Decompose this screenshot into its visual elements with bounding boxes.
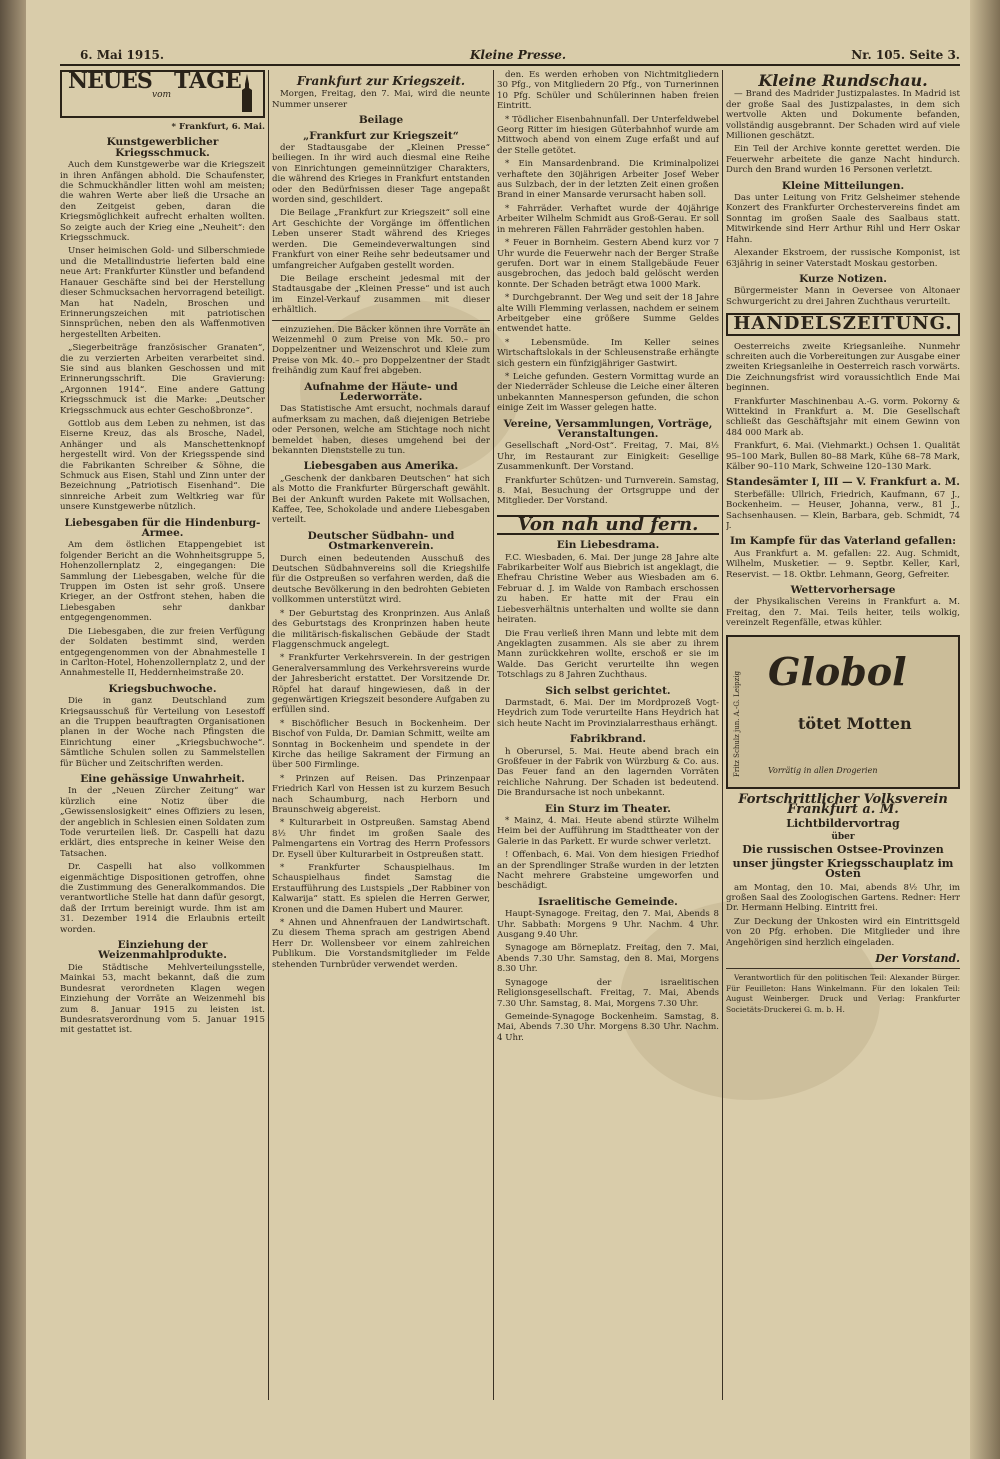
masthead-vom: vom [152,90,172,100]
column-3 [497,70,719,1400]
article-heading: Wettervorhersage [790,584,896,597]
vortrag-subtopic: unser jüngster Kriegsschauplatz im Osten [732,856,954,881]
article-paragraph: am Montag, den 10. Mai, abends 8½ Uhr, im großen Saal des Zoologischen Gartens. Redner: Herr Dr. Hermann Helbing. Eintritt frei. [726,882,960,914]
column-divider [493,70,494,1400]
article-paragraph: * Ein Mansardenbrand. Die Kriminalpolizei verhaftete den 30jährigen Arbeiter Josef Weber aus Sulzbach, der in der letzten Zeit einen großen Brand in einer Mansarde verursacht haben soll. [497,159,719,201]
header-page-number: Nr. 105. Seite 3. [851,48,960,62]
column-2 [272,70,490,1400]
article-paragraph: * Ahnen und Ahnenfrauen der Landwirtschaft. Zu diesem Thema sprach am gestrigen Abend Herr Dr. Wollensbeer vor einem zahlreichen Publikum. Die Vorstandsmitglieder im Felde stehenden Turnbrüder verwendet werden. [272,918,490,970]
article-paragraph: Haupt-Synagoge. Freitag, den 7. Mai, Abends 8 Uhr. Sabbath: Morgens 9 Uhr. Nachm. 4 Uhr. Ausgang 9.40 Uhr. [497,909,719,941]
verein-heading: Fortschrittlicher Volksverein Frankfurt a. M. [738,791,948,818]
article-paragraph: Frankfurter Schützen- und Turnverein. Samstag, 8. Mai, Besuchung der Ortsgruppe und der Mitglieder. Der Vorstand. [497,475,719,507]
page-header [30,48,960,64]
vortrag-ueber: über [831,831,855,842]
masthead-neues: NEUES [68,70,152,94]
kleine-rundschau-heading: Kleine Rundschau. [758,71,928,90]
header-date: 6. Mai 1915. [80,48,165,62]
article-paragraph: * Durchgebrannt. Der Weg und seit der 18 Jahre alte Willi Flemming verlassen, nachdem er seinem Arbeitgeber eine größere Summe Geldes entwendet hatte. [497,293,719,335]
article-heading: Israelitische Gemeinde. [538,895,678,908]
article-paragraph: * Tödlicher Eisenbahnunfall. Der Unterfeldwebel Georg Ritter im hiesigen Güterbahnhof wurde am Mittwoch abend von einem Zuge erfaßt und auf der Stelle getötet. [497,114,719,156]
imprint: Verantwortlich für den politischen Teil: Alexander Bürger. Für Feuilleton: Hans Winkelmann. Für den lokalen Teil: August Weinberger. Druck und Verlag: Frankfurter Societäts-Druckerei G. m. b. H. [726,973,960,1014]
article-paragraph: Ein Teil der Archive konnte gerettet werden. Die Feuerwehr arbeitete die ganze Nacht hindurch. Durch den Brand wurden 16 Personen verletzt. [726,144,960,176]
article-paragraph: h Oberursel, 5. Mai. Heute abend brach ein Großfeuer in der Fabrik von Würzburg & Co. aus. Das Feuer fand an den lagernden Vorräten reichliche Nahrung. Der Schaden ist bedeutend. Die Brandursache ist noch unbekannt. [497,746,719,799]
article-paragraph: * Lebensmüde. Im Keller seines Wirtschaftslokals in der Schleusenstraße erhängte sich gestern ein fünfzigjähriger Gastwirt. [497,337,719,369]
column-divider [722,70,723,1400]
article-paragraph: Auch dem Kunstgewerbe war die Kriegszeit in ihren Anfängen abhold. Die Schaufenster, die Schmuckhändler litten wohl am meisten; die wahren Werte aber ließ die Ursache an den Zeitgeist geben, daran die Kriegsmöglichkeit aufrecht erhalten wollten. So zeigte auch der Krieg eine „Neuheit“: den Kriegsschmuck. [60,160,265,244]
article-paragraph: Gemeinde-Synagoge Bockenheim. Samstag, 8. Mai, Abends 7.30 Uhr. Morgens 8.30 Uhr. Nachm. 4 Uhr. [497,1011,719,1043]
article-paragraph: Zur Deckung der Unkosten wird ein Eintrittsgeld von 20 Pfg. erhoben. Die Mitglieder und ihre Angehörigen sind herzlich eingeladen. [726,916,960,948]
article-heading: Ein Liebesdrama. [556,539,660,552]
article-paragraph: Am dem östlichen Etappengebiet ist folgender Bericht an die Wohnheitsgruppe 5, Hohenzollernplatz 2, eingegangen: Die Sammlung der Liebesgaben, welche für die Truppen im Osten ist sehr groß. Unsere Krieger, an der Ostfront stehen, haben die Liebesgaben sehr dankbar entgegengenommen. [60,540,265,624]
article-paragraph: Aus Frankfurt a. M. gefallen: 22. Aug. Schmidt, Wilhelm, Musketier. — 9. Septbr. Keller, Karl, Reservist. — 18. Oktbr. Lehmann, Georg, Gefreiter. [726,548,960,580]
article-paragraph: Synagoge am Börneplatz. Freitag, den 7. Mai, Abends 7.30 Uhr. Samstag, den 8. Mai, Morgens 8.30 Uhr. [497,943,719,975]
header-rule [60,64,960,66]
page-right-edge [970,0,1000,1459]
article-paragraph: * Kulturarbeit in Ostpreußen. Samstag Abend 8½ Uhr findet im großen Saale des Palmengartens ein Vortrag des Herrn Professors Dr. Eysell über Kulturarbeit in Ostpreußen statt. [272,818,490,860]
article-heading: Kriegsbuchwoche. [108,682,217,695]
article-paragraph: * Mainz, 4. Mai. Heute abend stürzte Wilhelm Heim bei der Aufführung im Stadttheater von der Galerie in das Parkett. Er wurde schwer verletzt. [497,816,719,847]
ad-brand: Globol [768,648,907,694]
column-divider [268,70,269,1400]
section-rule [726,968,960,969]
article-paragraph: Die Städtische Mehlverteilungsstelle, Mainkai 53, macht bekannt, daß die zum Bundesrat verordneten Klagen wegen Einziehung der Vorräte an Weizenmehl bis zum 8. Januar 1915 zu leisten ist. Bundesratsverordnung vom 5. Januar 1915 mit gestattet ist. [60,962,265,1036]
article-heading: Einziehung der Weizenmahlprodukte. [98,939,227,962]
article-heading: Kurze Notizen. [799,272,887,285]
article-heading: Kleine Mitteilungen. [781,179,905,192]
article-paragraph: * Prinzen auf Reisen. Das Prinzenpaar Friedrich Karl von Hessen ist zu kurzem Besuch nach Schaumburg, nach Herborn und Braunschweig abgereist. [272,773,490,815]
article-paragraph: ! Offenbach, 6. Mai. Von dem hiesigen Friedhof an der Sprendlinger Straße wurden in der letzten Nacht mehrere Grabsteine umgeworfen und beschädigt. [497,850,719,892]
article-paragraph: Durch einen bedeutenden Ausschuß des Deutschen Südbahnvereins soll die Kriegshilfe für die Ostpreußen so verfahren werden, daß die deutsche Bevölkerung in den bedrohten Gebieten vollkommen unterstützt wird. [272,553,490,606]
dateline: * Frankfurt, 6. Mai. [171,122,265,132]
ad-manufacturer: Fritz Schulz jun. A.-G. Leipzig [733,670,741,777]
article-paragraph: Synagoge der israelitischen Religionsgesellschaft. Freitag, 7. Mai, Abends 7.30 Uhr. Samstag, 8. Mai, Morgens 7.30 Uhr. [497,977,719,1009]
article-paragraph: Die Beilage erscheint jedesmal mit der Stadtausgabe der „Kleinen Presse“ und ist auch im Einzel-Verkauf zusammen mit dieser erhältlich. [272,273,490,316]
neues-vom-tage-masthead [60,70,265,118]
article-paragraph: * Fahrräder. Verhaftet wurde der 40jährige Arbeiter Wilhelm Schmidt aus Groß-Gerau. Er soll in mehreren Fällen Fahrräder gestohlen haben. [497,203,719,235]
article-paragraph: „Siegerbeiträge französischer Granaten“, die zu verzierten Arbeiten verarbeitet sind. Sie sind aus blanken Geschossen und mit Erinnerungsschrift. Die Gravierung: „Argonnen 1914“. Eine andere Gattung Kriegsschmuck ist die Marke: „Deutscher Kriegsschmuck aus echter Geschoßbronze“. [60,343,265,416]
article-paragraph: Frankfurt, 6. Mai. (Viehmarkt.) Ochsen 1. Qualität 95–100 Mark, Bullen 80–88 Mark, Kühe 68–78 Mark, Kälber 90–110 Mark, Schweine 120–130 Mark. [726,441,960,472]
globol-advertisement [726,635,960,789]
article-paragraph: * Frankfurter Verkehrsverein. In der gestrigen Generalversammlung des Verkehrsvereins wurde der Jahresbericht erstattet. Der Vorsitzende Dr. Röpfel hat darauf hingewiesen, daß in der gegenwärtigen Kriegszeit besondere Aufgaben zu erfüllen sind. [272,653,490,716]
article-paragraph: der Stadtausgabe der „Kleinen Presse“ beiliegen. In ihr wird auch diesmal eine Reihe von Einrichtungen gemeinnütziger Charakters, die während des Krieges in Frankfurt entstanden oder den Bedürfnissen dieser Tage angepaßt worden sind, geschildert. [272,143,490,206]
article-paragraph: der Physikalischen Vereins in Frankfurt a. M. Freitag, den 7. Mai. Teils heiter, teils wolkig, vereinzelt Regenfälle, etwas kühler. [726,597,960,629]
article-paragraph: * Feuer in Bornheim. Gestern Abend kurz vor 7 Uhr wurde die Feuerwehr nach der Berger Straße gerufen. Dort war in einem Stallgebäude Feuer ausgebrochen, das jedoch bald gelöscht werden konnte. Der Schaden beträgt etwa 1000 Mark. [497,238,719,290]
article-paragraph: einzuziehen. Die Bäcker können ihre Vorräte an Weizenmehl 0 zum Preise von Mk. 50.– pro Doppelzentner und Weizenschrot und Kleie zum Preise von Mk. 40.– pro Doppelzentner der Stadt freihändig zum Kauf frei abgeben. [272,324,490,377]
article-paragraph: Das Statistische Amt ersucht, nochmals darauf aufmerksam zu machen, daß diejenigen Betriebe oder Personen, welche am Stichtage noch nicht bemeldet haben, dieses umgehend bei der bekannten Dienststelle zu tun. [272,404,490,456]
article-paragraph: F.C. Wiesbaden, 6. Mai. Der junge 28 Jahre alte Fabrikarbeiter Wolf aus Biebrich ist angeklagt, die Ehefrau Christine Weber aus Wiesbaden am 6. Februar d. J. im Walde von Rambach erschossen zu haben. Er hatte mit der Frau ein Liebesverhältnis unterhalten und wollte sie dann heiraten. [497,552,719,626]
article-heading: Standesämter I, III — V. Frankfurt a. M. [726,476,960,489]
article-paragraph: * Der Geburtstag des Kronprinzen. Aus Anlaß des Geburtstags des Kronprinzen haben heute die militärisch-fiskalischen Gebäude der Stadt Flaggenschmuck angelegt. [272,608,490,650]
article-paragraph: Die Frau verließ ihren Mann und lebte mit dem Angeklagten zusammen. Als sie aber zu ihrem Mann zurückkehren wollte, erschoß er sie im Walde. Das Gericht verurteilte ihn wegen Totschlags zu 8 Jahren Zuchthaus. [497,628,719,681]
article-paragraph: Die in ganz Deutschland zum Kriegsausschuß für Verteilung von Lesestoff an die Truppen beauftragten Organisationen planen in der Woche nach Pfingsten die Einrichtung einer „Kriegsbuchwoche“. Sämtliche Schulen sollen zu Sammelstellen für Bücher und Zeitschriften werden. [60,696,265,769]
vorstand-signature: Der Vorstand. [875,951,960,965]
article-paragraph: Das unter Leitung von Fritz Gelsheimer stehende Konzert des Frankfurter Orchestervereins findet am Sonntag im großen Saale des Saalbaus statt. Mitwirkende sind Herr Arthur Rihl und Herr Oskar Hahn. [726,193,960,245]
article-paragraph: Gesellschaft „Nord-Ost“. Freitag, 7. Mai, 8½ Uhr, im Restaurant zur Einigkeit: Gesellige Zusammenkunft. Der Vorstand. [497,441,719,473]
article-heading: Fabrikbrand. [569,733,647,746]
header-paper-name: Kleine Presse. [470,48,567,62]
von-nah-und-fern-heading: Von nah und fern. [497,515,719,535]
article-paragraph: Die Liebesgaben, die zur freien Verfügung der Soldaten bestimmt sind, werden entgegengenommen von der Abnahmestelle I in Carlton-Hotel, Hohenzollernplatz 2, und der Annahmestelle II, Heddernheimstraße 20. [60,626,265,679]
ad-claim: tötet Motten [798,713,912,733]
article-paragraph: Oesterreichs zweite Kriegsanleihe. Nunmehr schreiten auch die Vorbereitungen zur Ausgabe einer zweiten Kriegsanleihe in Oesterreich rasch vorwärts. Die Zeichnungsfrist wird voraussichtlich Ende Mai beginnen. [726,341,960,394]
masthead-tage: TAGE [174,70,242,94]
article-paragraph: — Brand des Madrider Justizpalastes. In Madrid ist der große Saal des Justizpalastes, in dem sich wertvolle Akten und Dokumente befanden, vollständig ausgebrannt. Der Schaden wird auf viele Millionen geschätzt. [726,89,960,142]
article-paragraph: Frankfurter Maschinenbau A.-G. vorm. Pokorny & Wittekind in Frankfurt a. M. Die Gesellschaft schließt das Geschäftsjahr mit einem Gewinn von 484 000 Mark ab. [726,396,960,438]
article-paragraph: Alexander Ekstroem, der russische Komponist, ist 63jährig in seiner Vaterstadt Moskau gestorben. [726,248,960,269]
article-paragraph: * Leiche gefunden. Gestern Vormittag wurde an der Niederräder Schleuse die Leiche einer älteren unbekannten Mannesperson gefunden, die schon einige Zeit im Wasser gelegen hatte. [497,371,719,414]
article-paragraph: In der „Neuen Zürcher Zeitung“ war kürzlich eine Notiz über die „Gewissenslosigkeit“ eines Offiziers zu lesen, der angeblich in Schlesien einen Soldaten zum Tode verurteilen ließ. Dr. Caspelli hat dazu erklärt, dies entspreche in keiner Weise den Tatsachen. [60,786,265,859]
page-binding [0,0,26,1459]
article-heading: Eine gehässige Unwahrheit. [80,772,245,785]
article-paragraph: Dr. Caspelli hat also vollkommen eigenmächtige Dispositionen getroffen, ohne die Zustimmung des Generalkommandos. Die verantwortliche Stelle hat dann dafür gesorgt, daß der Irrtum bereinigt wurde. Ihm ist am 31. Dezember 1914 die Erlaubnis erteilt worden. [60,862,265,935]
beilage-subheading: „Frankfurt zur Kriegszeit“ [303,129,459,142]
article-paragraph: den. Es werden erhoben von Nichtmitgliedern 30 Pfg., von Mitgliedern 20 Pfg., von Turnerinnen 10 Pfg. Schüler und Schülerinnen haben freien Eintritt. [497,70,719,112]
article-heading: Aufnahme der Häute- und Lederworräte. [304,380,458,403]
handelszeitung-heading: HANDELSZEITUNG. [726,313,960,335]
beilage-heading: Beilage [358,114,404,127]
article-heading: Im Kampfe für das Vaterland gefallen: [730,535,956,548]
article-heading: Frankfurt zur Kriegszeit. [296,74,466,88]
article-heading: Liebesgaben aus Amerika. [303,460,459,473]
article-heading: Vereine, Versammlungen, Vorträge, Veranstaltungen. [503,417,713,440]
column-4 [726,70,960,1400]
article-heading: Sich selbst gerichtet. [545,684,671,697]
vortrag-topic: Die russischen Ostsee-Provinzen [742,843,944,857]
article-heading: Deutscher Südbahn- und Ostmarkenverein. [307,529,455,553]
article-heading: Kunstgewerblicher Kriegsschmuck. [106,136,219,159]
article-paragraph: Morgen, Freitag, den 7. Mai, wird die neunte Nummer unserer [272,89,490,110]
article-paragraph: Bürgermeister Mann in Oeversee von Altonaer Schwurgericht zu drei Jahren Zuchthaus verurteilt. [726,286,960,307]
article-paragraph: Sterbefälle: Ullrich, Friedrich, Kaufmann, 67 J., Bockenheim. — Heuser, Johanna, verw., 81 J., Sachsenhausen. — Klein, Barbara, geb. Schmidt, 74 J. [726,489,960,532]
article-heading: Liebesgaben für die Hindenburg-Armee. [64,516,261,540]
article-paragraph: „Geschenk der dankbaren Deutschen“ hat sich als Motto die Frankfurter Bürgerschaft gewählt. Bei der Ankunft wurden Pakete mit Wollsachen, Kaffee, Tee, Schokolade und andere Liebesgaben verteilt. [272,473,490,526]
cathedral-icon [237,74,257,112]
article-paragraph: * Frankfurter Schauspielhaus. Im Schauspielhaus findet Samstag die Erstaufführung des Lustspiels „Der Rabbiner von Kalwarija“ statt. Es spielen die Herren Gerwer, Kronen und die Damen Hubert und Maurer. [272,863,490,915]
article-paragraph: * Bischöflicher Besuch in Bockenheim. Der Bischof von Fulda, Dr. Damian Schmitt, weilte am Sonntag in Bockenheim und spendete in der Kirche das heilige Sakrament der Firmung an über 500 Firmlinge. [272,718,490,771]
article-paragraph: Darmstadt, 6. Mai. Der im Mordprozeß Vogt-Heydrich zum Tode verurteilte Hans Heydrich hat sich heute Nacht im Provinzialarresthaus erhängt. [497,697,719,729]
section-rule [272,320,490,321]
article-paragraph: Unser heimischen Gold- und Silberschmiede und die Metallindustrie lieferten bald eine neue Art: Frankfurter Künstler und befandend Hanauer Geschäfte sind bei der Herstellung dieser Schmucksachen hervorragend beteiligt. Man hat Nadeln, Broschen und Erinnerungszeichen mit patriotischen Sinnsprüchen, neben den als Waffenmotiven hergestellten Arbeiten. [60,246,265,340]
article-paragraph: Die Beilage „Frankfurt zur Kriegszeit“ soll eine Art Geschichte der Vorgänge im öffentlichen Leben unserer Stadt während des Krieges werden. Die Gemeindeverwaltungen sind Frankfurt von einer Reihe sehr bedeutsamer und umfangreicher Aufgaben gestellt worden. [272,208,490,271]
vortrag-title: Lichtbildervortrag [786,816,900,830]
article-heading: Ein Sturz im Theater. [545,802,671,815]
column-1 [60,70,265,1400]
ad-subline: Vorrätig in allen Drogerien [768,766,878,776]
article-paragraph: Gottlob aus dem Leben zu nehmen, ist das Eiserne Kreuz, das als Brosche, Nadel, Anhänger und als Manschettenknopf hergestellt wird. Von der Kriegsspende sind die Fabrikanten Schreiber & Söhne, die Schmuck aus Eisen, Stahl und Zinn unter der Bezeichnung „Patriotisch Eisenhand“. Die sinnreiche Arbeit zum Weltkrieg war für unsere Kunstgewerbe nützlich. [60,418,265,513]
